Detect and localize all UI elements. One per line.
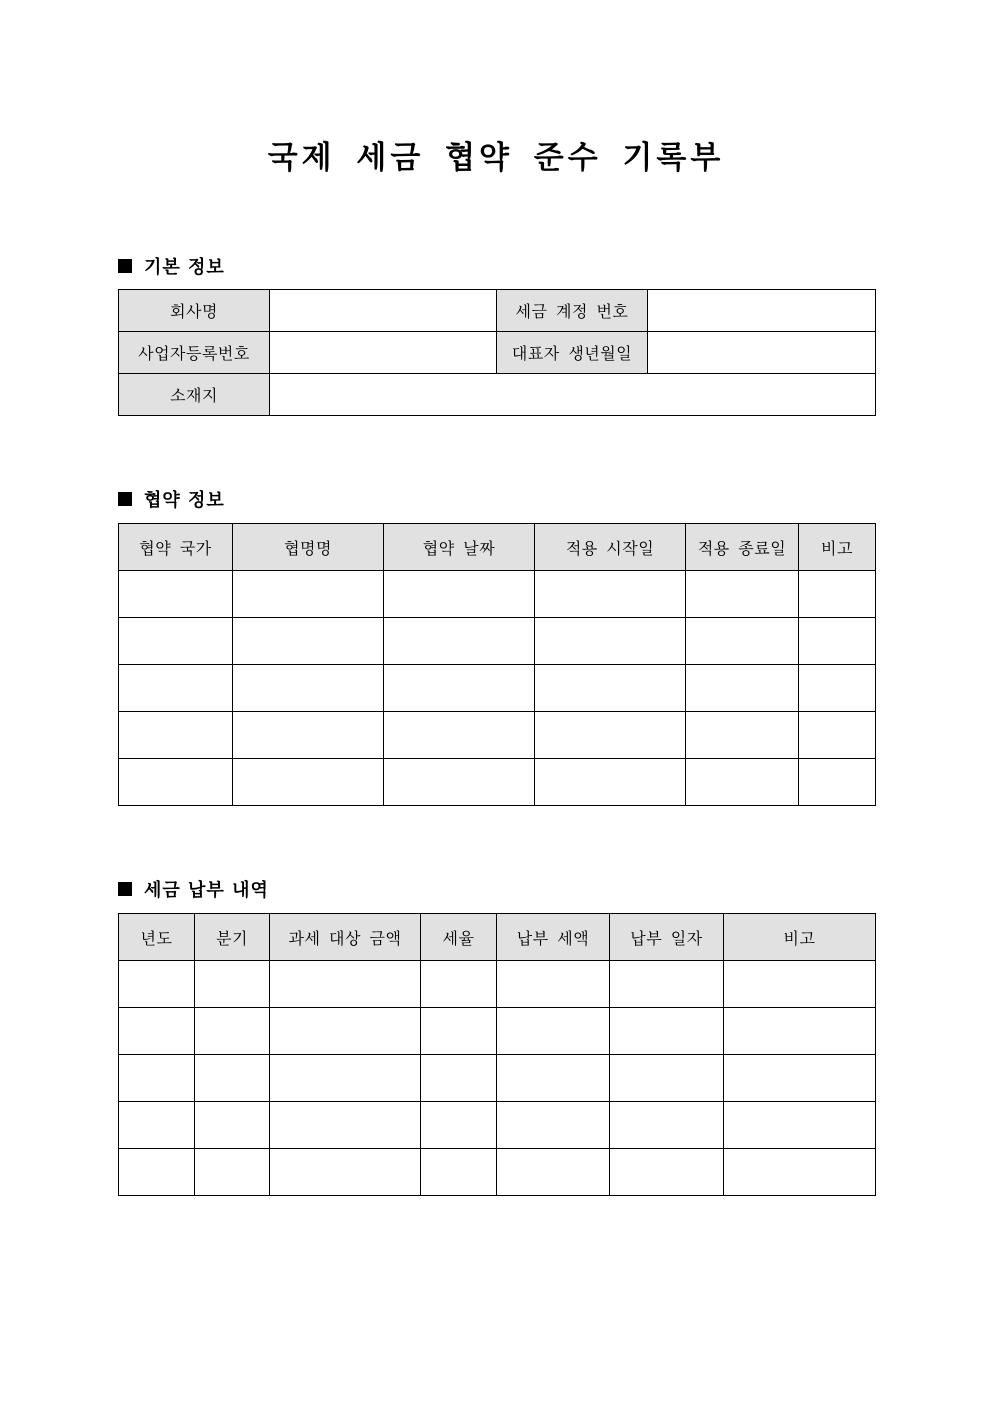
business-reg-label: 사업자등록번호 — [119, 332, 270, 374]
section-heading-label: 협약 정보 — [144, 490, 225, 511]
table-cell[interactable] — [270, 1149, 421, 1196]
table-cell[interactable] — [724, 1149, 876, 1196]
table-cell[interactable] — [799, 571, 876, 618]
table-cell[interactable] — [497, 1102, 610, 1149]
column-header-quarter: 분기 — [195, 914, 270, 961]
table-cell[interactable] — [724, 1008, 876, 1055]
table-cell[interactable] — [119, 1149, 195, 1196]
business-reg-field[interactable] — [270, 332, 497, 374]
table-cell[interactable] — [270, 1008, 421, 1055]
table-cell[interactable] — [195, 1102, 270, 1149]
table-cell[interactable] — [497, 961, 610, 1008]
table-cell[interactable] — [384, 759, 535, 806]
square-bullet-icon — [118, 882, 132, 896]
table-row — [119, 759, 876, 806]
table-cell[interactable] — [119, 1102, 195, 1149]
company-name-label: 회사명 — [119, 290, 270, 332]
table-cell[interactable] — [610, 1149, 724, 1196]
tax-account-field[interactable] — [648, 290, 876, 332]
table-cell[interactable] — [270, 1102, 421, 1149]
table-cell[interactable] — [384, 712, 535, 759]
section-heading-label: 기본 정보 — [144, 257, 225, 278]
column-header-start-date: 적용 시작일 — [535, 524, 686, 571]
table-cell[interactable] — [119, 1055, 195, 1102]
table-cell[interactable] — [799, 618, 876, 665]
table-cell[interactable] — [119, 1008, 195, 1055]
table-cell[interactable] — [119, 759, 233, 806]
table-cell[interactable] — [535, 571, 686, 618]
table-cell[interactable] — [610, 961, 724, 1008]
table-cell[interactable] — [535, 665, 686, 712]
column-header-treaty-date: 협약 날짜 — [384, 524, 535, 571]
table-cell[interactable] — [799, 712, 876, 759]
table-cell[interactable] — [119, 961, 195, 1008]
table-header-row — [119, 914, 876, 961]
table-cell[interactable] — [119, 712, 233, 759]
table-cell[interactable] — [497, 1008, 610, 1055]
table-cell[interactable] — [270, 961, 421, 1008]
table-cell[interactable] — [535, 712, 686, 759]
table-cell[interactable] — [421, 961, 497, 1008]
table-cell[interactable] — [610, 1102, 724, 1149]
table-row — [119, 332, 876, 374]
rep-birthdate-label: 대표자 생년월일 — [497, 332, 648, 374]
table-cell[interactable] — [233, 665, 384, 712]
table-row — [119, 1008, 876, 1055]
tax-payment-table — [118, 913, 876, 1196]
table-cell[interactable] — [610, 1008, 724, 1055]
column-header-taxable-amount: 과세 대상 금액 — [270, 914, 421, 961]
table-cell[interactable] — [497, 1149, 610, 1196]
table-cell[interactable] — [119, 618, 233, 665]
table-cell[interactable] — [686, 759, 799, 806]
column-header-tax-rate: 세율 — [421, 914, 497, 961]
address-label: 소재지 — [119, 374, 270, 416]
table-cell[interactable] — [497, 1055, 610, 1102]
table-cell[interactable] — [535, 618, 686, 665]
table-cell[interactable] — [724, 1102, 876, 1149]
table-cell[interactable] — [421, 1055, 497, 1102]
table-cell[interactable] — [195, 1008, 270, 1055]
table-cell[interactable] — [233, 571, 384, 618]
company-name-field[interactable] — [270, 290, 497, 332]
table-cell[interactable] — [686, 571, 799, 618]
table-cell[interactable] — [119, 571, 233, 618]
table-cell[interactable] — [270, 1055, 421, 1102]
table-row — [119, 1149, 876, 1196]
square-bullet-icon — [118, 259, 132, 273]
table-row — [119, 665, 876, 712]
table-cell[interactable] — [535, 759, 686, 806]
section-heading-label: 세금 납부 내역 — [144, 880, 269, 901]
table-row — [119, 1102, 876, 1149]
table-cell[interactable] — [686, 665, 799, 712]
column-header-tax-paid: 납부 세액 — [497, 914, 610, 961]
column-header-remarks: 비고 — [799, 524, 876, 571]
table-row — [119, 374, 876, 416]
column-header-remarks: 비고 — [724, 914, 876, 961]
table-row — [119, 571, 876, 618]
table-row — [119, 290, 876, 332]
table-cell[interactable] — [119, 665, 233, 712]
table-cell[interactable] — [195, 1149, 270, 1196]
table-cell[interactable] — [724, 961, 876, 1008]
address-field[interactable] — [270, 374, 876, 416]
treaty-table — [118, 523, 876, 806]
table-cell[interactable] — [233, 712, 384, 759]
document-title: 국제 세금 협약 준수 기록부 — [267, 140, 725, 176]
table-cell[interactable] — [799, 759, 876, 806]
table-cell[interactable] — [384, 665, 535, 712]
section-heading-treaty-info — [118, 486, 225, 512]
table-cell[interactable] — [233, 759, 384, 806]
column-header-year: 년도 — [119, 914, 195, 961]
table-cell[interactable] — [686, 712, 799, 759]
rep-birthdate-field[interactable] — [648, 332, 876, 374]
table-cell[interactable] — [686, 618, 799, 665]
table-cell[interactable] — [610, 1055, 724, 1102]
table-cell[interactable] — [724, 1055, 876, 1102]
table-cell[interactable] — [384, 571, 535, 618]
table-cell[interactable] — [233, 618, 384, 665]
table-cell[interactable] — [421, 1102, 497, 1149]
column-header-treaty-country: 협약 국가 — [119, 524, 233, 571]
table-row — [119, 712, 876, 759]
table-cell[interactable] — [799, 665, 876, 712]
table-row — [119, 618, 876, 665]
table-cell[interactable] — [384, 618, 535, 665]
table-cell[interactable] — [421, 1149, 497, 1196]
table-row — [119, 961, 876, 1008]
tax-account-label: 세금 계정 번호 — [497, 290, 648, 332]
table-row — [119, 1055, 876, 1102]
square-bullet-icon — [118, 492, 132, 506]
column-header-payment-date: 납부 일자 — [610, 914, 724, 961]
section-heading-tax-payment — [118, 876, 269, 902]
column-header-treaty-name: 협명명 — [233, 524, 384, 571]
column-header-end-date: 적용 종료일 — [686, 524, 799, 571]
table-header-row — [119, 524, 876, 571]
table-cell[interactable] — [195, 961, 270, 1008]
section-heading-basic-info — [118, 253, 225, 279]
table-cell[interactable] — [421, 1008, 497, 1055]
basic-info-table — [118, 289, 876, 416]
table-cell[interactable] — [195, 1055, 270, 1102]
